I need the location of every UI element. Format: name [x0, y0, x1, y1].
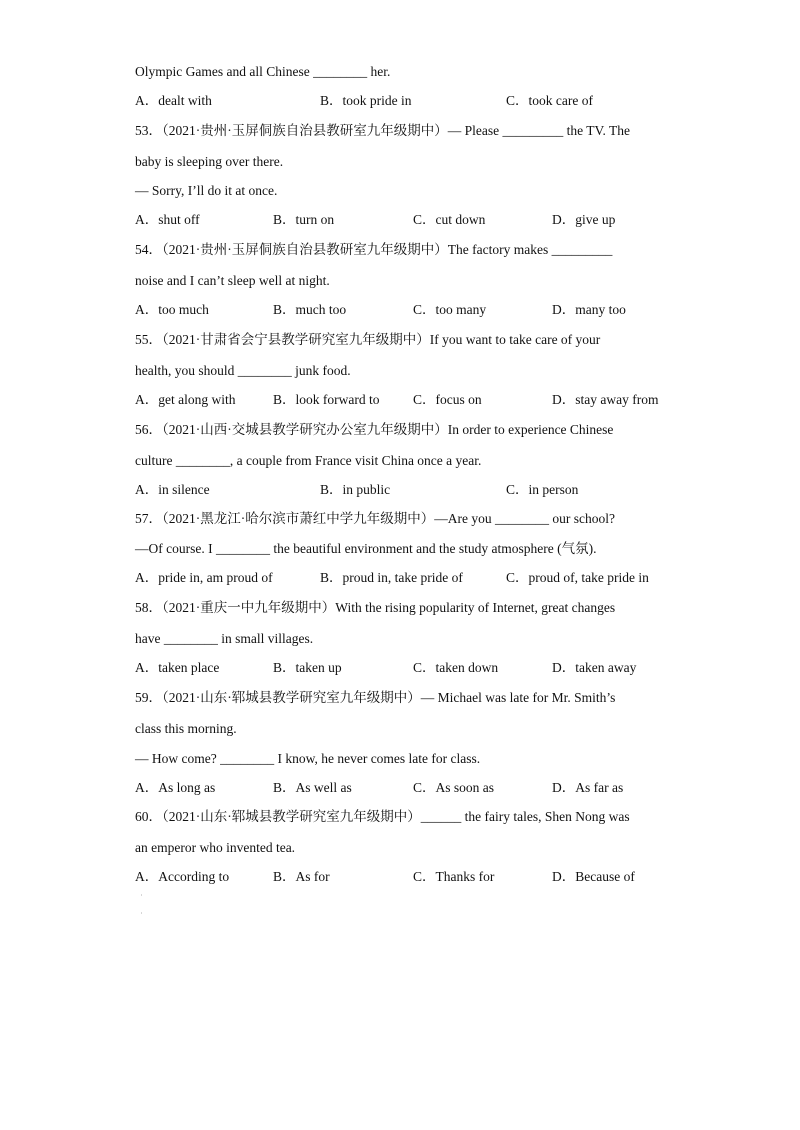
q57-option-a[interactable]: A．pride in, am proud of — [135, 570, 273, 585]
q59-option-a[interactable]: A．As long as — [135, 780, 216, 795]
q53-stem-line1: 53．（2021·贵州·玉屏侗族自治县教研室九年级期中）— Please _________ the TV. The — [135, 123, 630, 138]
q56-option-b[interactable]: B．in public — [320, 482, 391, 497]
q53-option-c[interactable]: C．cut down — [413, 212, 486, 227]
q57-option-b[interactable]: B．proud in, take pride of — [320, 570, 463, 585]
q55-option-d[interactable]: D．stay away from — [552, 392, 659, 407]
q57-stem-line2: —Of course. I ________ the beautiful environment and the study atmosphere (气氛). — [135, 541, 597, 556]
q56-stem-line1: 56．（2021·山西·交城县教学研究办公室九年级期中）In order to experience Chinese — [135, 422, 614, 437]
q53-stem-line2: baby is sleeping over there. — [135, 154, 284, 169]
q52-option-a[interactable]: A．dealt with — [135, 93, 212, 108]
q57-stem-line1: 57．（2021·黑龙江·哈尔滨市萧红中学九年级期中）—Are you ________ our school? — [135, 511, 615, 526]
q60-stem-line2: an emperor who invented tea. — [135, 840, 296, 855]
q60-option-a[interactable]: A．According to — [135, 869, 230, 884]
q59-option-d[interactable]: D．As far as — [552, 780, 624, 795]
q59-stem-line2: class this morning. — [135, 721, 237, 736]
q54-option-b[interactable]: B．much too — [273, 302, 347, 317]
q60-stem-line1: 60．（2021·山东·郓城县教学研究室九年级期中）______ the fairy tales, Shen Nong was — [135, 809, 630, 824]
q59-option-b[interactable]: B．As well as — [273, 780, 352, 795]
q52-option-b[interactable]: B．took pride in — [320, 93, 412, 108]
q60-option-d[interactable]: D．Because of — [552, 869, 635, 884]
q54-option-c[interactable]: C．too many — [413, 302, 487, 317]
q58-option-a[interactable]: A．taken place — [135, 660, 220, 675]
q59-option-c[interactable]: C．As soon as — [413, 780, 495, 795]
q55-stem-line1: 55．（2021·甘肃省会宁县教学研究室九年级期中）If you want to take care of your — [135, 332, 601, 347]
q54-stem-line1: 54．（2021·贵州·玉屏侗族自治县教研室九年级期中）The factory makes _________ — [135, 242, 613, 257]
paragraph-mark: ˙ — [140, 911, 143, 921]
q52-tail: Olympic Games and all Chinese ________ her. — [135, 64, 391, 79]
q55-stem-line2: health, you should ________ junk food. — [135, 363, 351, 378]
q53-option-b[interactable]: B．turn on — [273, 212, 335, 227]
q59-stem-line3: — How come? ________ I know, he never comes late for class. — [135, 751, 481, 766]
q53-option-a[interactable]: A．shut off — [135, 212, 200, 227]
q58-option-c[interactable]: C．taken down — [413, 660, 499, 675]
q53-stem-line3: — Sorry, I’ll do it at once. — [135, 183, 278, 198]
q58-option-d[interactable]: D．taken away — [552, 660, 637, 675]
q54-stem-line2: noise and I can’t sleep well at night. — [135, 273, 330, 288]
q54-option-a[interactable]: A．too much — [135, 302, 209, 317]
q58-option-b[interactable]: B．taken up — [273, 660, 342, 675]
q55-option-b[interactable]: B．look forward to — [273, 392, 380, 407]
q53-option-d[interactable]: D．give up — [552, 212, 616, 227]
q56-stem-line2: culture ________, a couple from France visit China once a year. — [135, 453, 482, 468]
q55-option-a[interactable]: A．get along with — [135, 392, 236, 407]
q58-stem-line1: 58．（2021·重庆一中九年级期中）With the rising popularity of Internet, great changes — [135, 600, 616, 615]
q54-option-d[interactable]: D．many too — [552, 302, 626, 317]
q52-option-c[interactable]: C．took care of — [506, 93, 593, 108]
paragraph-mark: ˙ — [140, 893, 143, 903]
q60-option-b[interactable]: B．As for — [273, 869, 330, 884]
q58-stem-line2: have ________ in small villages. — [135, 631, 314, 646]
q60-option-c[interactable]: C．Thanks for — [413, 869, 495, 884]
q59-stem-line1: 59．（2021·山东·郓城县教学研究室九年级期中）— Michael was late for Mr. Smith’s — [135, 690, 616, 705]
q56-option-a[interactable]: A．in silence — [135, 482, 210, 497]
q56-option-c[interactable]: C．in person — [506, 482, 579, 497]
q55-option-c[interactable]: C．focus on — [413, 392, 482, 407]
q57-option-c[interactable]: C．proud of, take pride in — [506, 570, 649, 585]
